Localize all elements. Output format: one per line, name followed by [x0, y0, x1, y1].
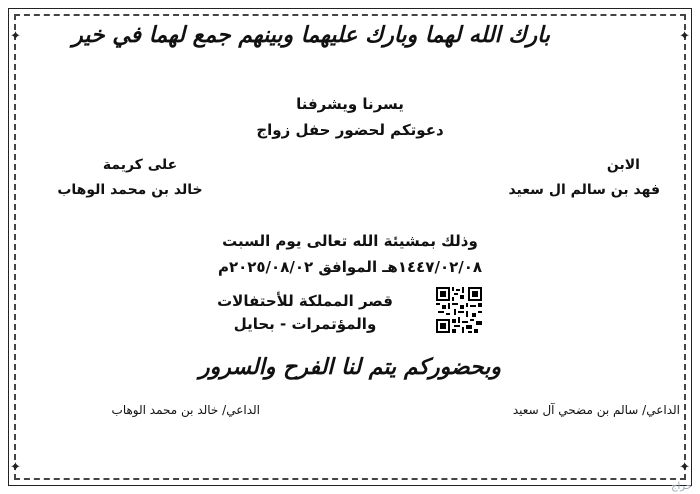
groom-name: فهد بن سالم ال سعيد — [508, 182, 660, 198]
corner-ornament-bottom-right: ✦ — [679, 460, 690, 475]
closing-calligraphy: وبحضوركم يتم لنا الفرح والسرور — [199, 354, 501, 380]
date-line-2: ١٤٤٧/٠٢/٠٨هـ الموافق ٢٠٢٥/٠٨/٠٢م — [217, 258, 483, 276]
host-right: الداعي/ سالم بن مضحي آل سعيد — [512, 403, 680, 417]
watermark-logo: حراج — [671, 481, 692, 492]
venue-line-1: قصر المملكة للأحتفالات — [217, 292, 393, 310]
groom-title: الابن — [606, 157, 640, 173]
corner-ornament-top-right: ✦ — [679, 29, 690, 44]
intro-line-2: دعوتكم لحضور حفل زواج — [256, 121, 444, 139]
corner-ornament-bottom-left: ✦ — [10, 460, 21, 475]
corner-ornament-top-left: ✦ — [10, 29, 21, 44]
bride-father-name: خالد بن محمد الوهاب — [57, 182, 203, 198]
qr-code — [436, 287, 482, 333]
date-line-1: وذلك بمشيئة الله تعالى يوم السبت — [222, 232, 478, 250]
header-blessing-calligraphy: بارك الله لهما وبارك عليهما وبينهم جمع لهما في خير — [72, 22, 550, 48]
bride-title: على كريمة — [102, 157, 178, 173]
host-left: الداعي/ خالد بن محمد الوهاب — [111, 403, 260, 417]
venue-line-2: والمؤتمرات - بحايل — [233, 315, 377, 333]
intro-line-1: يسرنا ويشرفنا — [296, 95, 404, 113]
